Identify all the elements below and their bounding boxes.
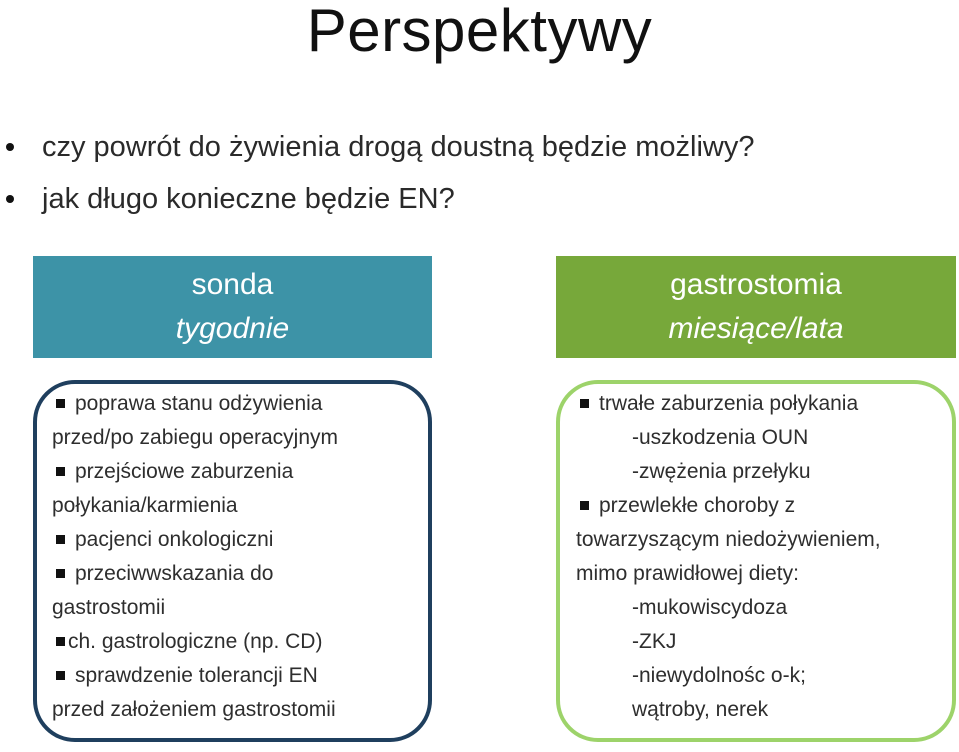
gastrostomia-indications-panel xyxy=(556,380,956,742)
indication-line: sprawdzenie tolerancji EN xyxy=(75,664,318,687)
square-bullet-icon xyxy=(56,671,65,680)
bullet-dot-icon xyxy=(6,195,14,203)
indication-line: przewlekłe choroby z xyxy=(599,494,796,517)
gastrostomia-header-subtitle: miesiące/lata xyxy=(668,312,844,345)
square-bullet-icon xyxy=(56,569,65,578)
question-text: czy powrót do żywienia drogą doustną będzie możliwy? xyxy=(42,131,755,163)
square-bullet-icon xyxy=(56,637,65,646)
gastrostomia-header xyxy=(556,256,956,358)
indication-line: połykania/karmienia xyxy=(52,494,238,517)
indication-line: -niewydolnośc o-k; xyxy=(632,664,806,687)
question-text: jak długo konieczne będzie EN? xyxy=(42,183,455,215)
square-bullet-icon xyxy=(56,399,65,408)
indication-line: -uszkodzenia OUN xyxy=(632,426,809,449)
question-list xyxy=(6,130,754,234)
bullet-dot-icon xyxy=(6,143,14,151)
square-bullet-icon xyxy=(56,467,65,476)
indication-line: przejściowe zaburzenia xyxy=(75,460,294,483)
square-bullet-icon xyxy=(56,535,65,544)
indication-line: poprawa stanu odżywienia xyxy=(75,392,323,415)
indication-line: przed założeniem gastrostomii xyxy=(52,698,336,721)
indication-line: towarzyszącym niedożywieniem, xyxy=(576,528,881,551)
sonda-header xyxy=(33,256,432,358)
indication-line: -mukowiscydoza xyxy=(632,596,788,619)
indication-line: gastrostomii xyxy=(52,596,166,619)
sonda-header-title: sonda xyxy=(191,268,274,301)
question-item xyxy=(6,130,754,164)
gastrostomia-header-title: gastrostomia xyxy=(670,268,842,301)
sonda-indications-panel xyxy=(33,380,432,742)
indication-line: trwałe zaburzenia połykania xyxy=(599,392,859,415)
indication-line: -zwężenia przełyku xyxy=(632,460,811,483)
indication-line: ch. gastrologiczne (np. CD) xyxy=(68,630,323,653)
page-title: Perspektywy xyxy=(306,0,653,64)
indication-line: wątroby, nerek xyxy=(632,698,769,721)
sonda-header-subtitle: tygodnie xyxy=(175,312,290,345)
indication-line: mimo prawidłowej diety: xyxy=(576,562,799,585)
indication-line: -ZKJ xyxy=(632,630,677,653)
indication-line: pacjenci onkologiczni xyxy=(75,528,274,551)
question-item xyxy=(6,182,754,216)
square-bullet-icon xyxy=(580,399,589,408)
indication-line: przeciwwskazania do xyxy=(75,562,274,585)
square-bullet-icon xyxy=(580,501,589,510)
indication-line: przed/po zabiegu operacyjnym xyxy=(52,426,339,449)
